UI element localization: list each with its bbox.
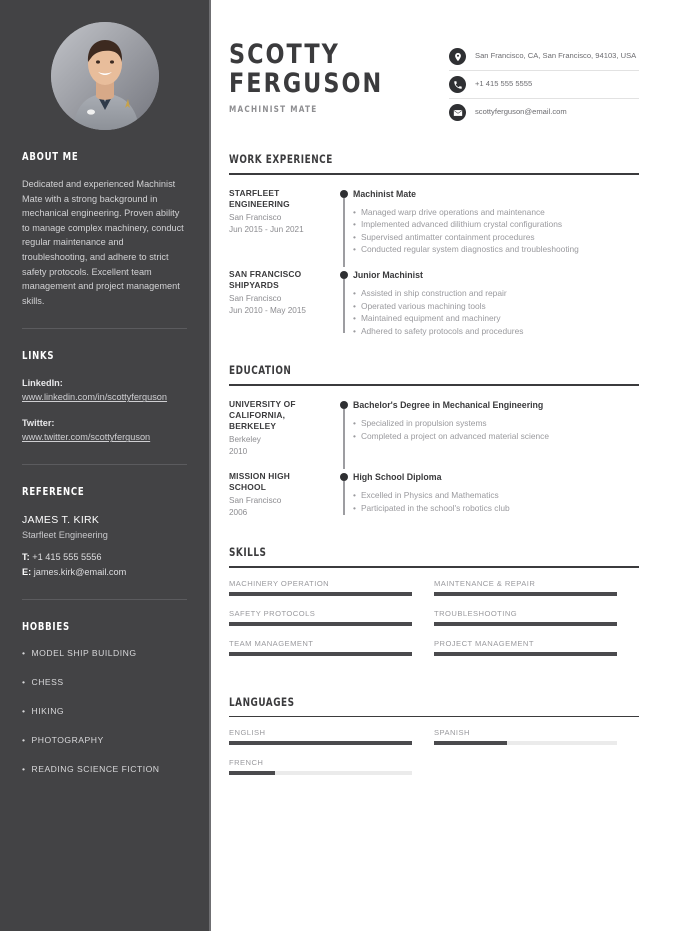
education-section bbox=[229, 363, 639, 519]
language-label: SPANISH bbox=[434, 728, 470, 738]
entry-meta bbox=[229, 269, 337, 337]
bullet-icon: • bbox=[353, 417, 356, 428]
entry-dates: Jun 2015 - Jun 2021 bbox=[229, 224, 304, 234]
entry-title: High School Diploma bbox=[353, 471, 442, 482]
entry-organization: MISSION HIGH SCHOOL bbox=[229, 470, 291, 492]
language-bar-fill bbox=[434, 741, 507, 745]
bullet-text: Adhered to safety protocols and procedures bbox=[360, 325, 524, 336]
entry-location: Berkeley bbox=[229, 434, 261, 444]
skill-label: SAFETY PROTOCOLS bbox=[229, 608, 316, 618]
divider bbox=[229, 384, 639, 386]
link-label: LinkedIn: bbox=[22, 378, 63, 389]
contact-row-phone bbox=[449, 71, 639, 99]
entry-organization: UNIVERSITY OF CALIFORNIA, BERKELEY bbox=[229, 398, 296, 431]
link-url-linkedin[interactable]: www.linkedin.com/in/scottyferguson bbox=[22, 392, 168, 403]
entry-bullets bbox=[353, 206, 639, 256]
work-entry bbox=[229, 188, 639, 256]
language-label: FRENCH bbox=[229, 758, 264, 768]
reference-email-prefix: E: bbox=[22, 566, 32, 577]
timeline-dot-icon bbox=[340, 401, 348, 409]
links-section bbox=[22, 349, 187, 465]
skill-label: TROUBLESHOOTING bbox=[434, 608, 518, 618]
bullet-icon: • bbox=[353, 325, 356, 336]
bullet-icon: • bbox=[22, 677, 26, 688]
entry-organization: STARFLEET ENGINEERING bbox=[229, 187, 290, 209]
bullet-text: Implemented advanced dilithium crystal configurations bbox=[360, 219, 563, 230]
entry-bullets bbox=[353, 287, 639, 337]
list-item bbox=[353, 218, 639, 231]
skill-bar-track bbox=[434, 622, 617, 626]
entry-bullets bbox=[353, 417, 639, 442]
timeline-dot-icon bbox=[340, 190, 348, 198]
entry-location: San Francisco bbox=[229, 495, 282, 505]
divider bbox=[22, 599, 187, 600]
entry-body bbox=[353, 471, 639, 519]
languages-grid bbox=[229, 728, 639, 788]
skill-bar-fill bbox=[229, 652, 412, 656]
skill-label: MAINTENANCE & REPAIR bbox=[434, 578, 536, 588]
bullet-icon: • bbox=[353, 489, 356, 500]
language-item bbox=[229, 758, 434, 775]
language-item bbox=[434, 728, 639, 745]
entry-title: Machinist Mate bbox=[353, 188, 417, 199]
list-item bbox=[353, 243, 639, 256]
skill-bar-fill bbox=[434, 592, 617, 596]
bullet-icon: • bbox=[353, 231, 356, 242]
education-entry bbox=[229, 399, 639, 458]
bullet-icon: • bbox=[22, 764, 26, 775]
reference-contact bbox=[22, 550, 187, 579]
entry-title: Bachelor's Degree in Mechanical Engineering bbox=[353, 399, 544, 410]
skills-grid bbox=[229, 579, 639, 669]
page-title bbox=[229, 40, 383, 98]
contact-phone: +1 415 555 5555 bbox=[475, 79, 533, 89]
skill-bar-track bbox=[229, 592, 412, 596]
sidebar bbox=[0, 0, 211, 931]
divider bbox=[22, 464, 187, 465]
bullet-icon: • bbox=[353, 287, 356, 298]
job-role: MACHINIST MATE bbox=[229, 105, 318, 115]
contact-email: scottyferguson@email.com bbox=[475, 107, 567, 117]
reference-section bbox=[22, 485, 187, 600]
entry-bullets bbox=[353, 489, 639, 514]
list-item bbox=[353, 287, 639, 300]
skill-bar-fill bbox=[434, 622, 617, 626]
bullet-icon: • bbox=[353, 244, 356, 255]
link-item-linkedin bbox=[22, 376, 187, 404]
list-item bbox=[353, 325, 639, 338]
reference-phone-prefix: T: bbox=[22, 552, 30, 563]
hobby-label: PHOTOGRAPHY bbox=[31, 735, 104, 746]
timeline-dot-icon bbox=[340, 473, 348, 481]
avatar-container bbox=[22, 0, 187, 130]
list-item bbox=[22, 734, 187, 747]
skill-item bbox=[229, 639, 434, 656]
divider bbox=[22, 328, 187, 329]
bullet-text: Maintained equipment and machinery bbox=[360, 313, 501, 324]
envelope-icon bbox=[449, 104, 466, 121]
skill-bar-fill bbox=[434, 652, 617, 656]
reference-name: JAMES T. KIRK bbox=[22, 514, 100, 527]
timeline bbox=[337, 188, 353, 256]
entry-meta bbox=[229, 188, 337, 256]
bullet-icon: • bbox=[353, 300, 356, 311]
entry-body bbox=[353, 399, 639, 458]
entry-organization: SAN FRANCISCO SHIPYARDS bbox=[229, 268, 302, 290]
language-bar-track bbox=[229, 771, 412, 775]
timeline-line bbox=[343, 409, 344, 469]
name-block bbox=[229, 40, 397, 115]
skill-item bbox=[434, 579, 639, 596]
bullet-icon: • bbox=[353, 206, 356, 217]
contact-row-email bbox=[449, 99, 639, 126]
skills-section bbox=[229, 545, 639, 669]
hobbies-heading: HOBBIES bbox=[22, 620, 70, 634]
bullet-icon: • bbox=[22, 648, 26, 659]
entry-dates: Jun 2010 - May 2015 bbox=[229, 305, 306, 315]
skill-bar-track bbox=[229, 652, 412, 656]
bullet-icon: • bbox=[353, 502, 356, 513]
list-item bbox=[353, 300, 639, 313]
bullet-icon: • bbox=[22, 706, 26, 717]
education-entry bbox=[229, 471, 639, 519]
bullet-text: Conducted regular system diagnostics and troubleshooting bbox=[360, 244, 579, 255]
link-item-twitter bbox=[22, 416, 187, 444]
hobby-label: HIKING bbox=[31, 706, 65, 717]
list-item bbox=[353, 206, 639, 219]
skill-bar-fill bbox=[229, 592, 412, 596]
bullet-text: Completed a project on advanced material science bbox=[360, 430, 550, 441]
timeline bbox=[337, 399, 353, 458]
bullet-text: Specialized in propulsion systems bbox=[360, 417, 487, 428]
hobby-label: MODEL SHIP BUILDING bbox=[31, 648, 137, 659]
reference-organization: Starfleet Engineering bbox=[22, 530, 108, 541]
bullet-text: Operated various machining tools bbox=[360, 300, 486, 311]
language-label: ENGLISH bbox=[229, 728, 266, 738]
about-section bbox=[22, 150, 187, 329]
list-item bbox=[22, 676, 187, 689]
skill-label: PROJECT MANAGEMENT bbox=[434, 638, 534, 648]
skill-item bbox=[434, 639, 639, 656]
skill-label: TEAM MANAGEMENT bbox=[229, 638, 314, 648]
link-label: Twitter: bbox=[22, 418, 55, 429]
list-item bbox=[353, 312, 639, 325]
section-heading-languages: LANGUAGES bbox=[229, 694, 295, 709]
list-item bbox=[22, 647, 187, 660]
hobby-label: READING SCIENCE FICTION bbox=[31, 764, 160, 775]
entry-dates: 2010 bbox=[229, 446, 248, 456]
bullet-text: Excelled in Physics and Mathematics bbox=[360, 489, 499, 500]
bullet-icon: • bbox=[353, 219, 356, 230]
hobby-label: CHESS bbox=[31, 677, 64, 688]
main-content bbox=[211, 0, 675, 931]
bullet-text: Assisted in ship construction and repair bbox=[360, 287, 507, 298]
work-entry bbox=[229, 269, 639, 337]
skill-item bbox=[434, 609, 639, 626]
bullet-text: Supervised antimatter containment procedures bbox=[360, 231, 535, 242]
bullet-text: Managed warp drive operations and maintenance bbox=[360, 206, 545, 217]
entry-title: Junior Machinist bbox=[353, 269, 423, 280]
language-bar-track bbox=[434, 741, 617, 745]
skill-bar-track bbox=[229, 622, 412, 626]
bullet-icon: • bbox=[22, 735, 26, 746]
language-bar-fill bbox=[229, 771, 275, 775]
about-text: Dedicated and experienced Machinist Mate with a strong background in mechanical engineering. Proven ability to manage complex machinery, conduct regular maintenance and troubleshooting, and adhere to strict safety protocols. Excellent team management and project management skills. bbox=[22, 179, 184, 306]
languages-section bbox=[229, 695, 639, 789]
section-heading-education: EDUCATION bbox=[229, 363, 292, 378]
list-item bbox=[22, 705, 187, 718]
timeline-dot-icon bbox=[340, 271, 348, 279]
timeline bbox=[337, 269, 353, 337]
phone-icon bbox=[449, 76, 466, 93]
skill-bar-fill bbox=[229, 622, 412, 626]
reference-phone: +1 415 555 5556 bbox=[32, 552, 102, 563]
hobbies-section bbox=[22, 620, 187, 776]
about-heading: ABOUT ME bbox=[22, 150, 79, 163]
list-item bbox=[22, 763, 187, 776]
reference-email-row bbox=[22, 565, 187, 580]
contact-address: San Francisco, CA, San Francisco, 94103, USA bbox=[475, 51, 637, 61]
reference-phone-row bbox=[22, 550, 187, 565]
first-name: SCOTTY bbox=[229, 39, 340, 70]
bullet-text: Participated in the school's robotics club bbox=[360, 502, 510, 513]
language-bar-fill bbox=[229, 741, 412, 745]
avatar bbox=[51, 22, 159, 130]
bullet-icon: • bbox=[353, 430, 356, 441]
timeline-line bbox=[343, 481, 344, 515]
entry-dates: 2006 bbox=[229, 507, 248, 517]
last-name: FERGUSON bbox=[229, 68, 384, 99]
skill-item bbox=[229, 609, 434, 626]
divider bbox=[229, 716, 639, 718]
links-heading: LINKS bbox=[22, 349, 55, 363]
timeline-line bbox=[343, 279, 344, 333]
divider bbox=[229, 566, 639, 568]
header bbox=[229, 40, 639, 126]
location-pin-icon bbox=[449, 48, 466, 65]
list-item bbox=[353, 430, 639, 443]
skill-label: MACHINERY OPERATION bbox=[229, 578, 330, 588]
divider bbox=[229, 173, 639, 175]
section-heading-skills: SKILLS bbox=[229, 544, 267, 559]
link-url-twitter[interactable]: www.twitter.com/scottyferguson bbox=[22, 432, 151, 443]
entry-meta bbox=[229, 471, 337, 519]
skill-bar-track bbox=[434, 592, 617, 596]
bullet-icon: • bbox=[353, 313, 356, 324]
skill-item bbox=[229, 579, 434, 596]
section-heading-work: WORK EXPERIENCE bbox=[229, 152, 333, 166]
contact-row-address bbox=[449, 43, 639, 71]
entry-body bbox=[353, 188, 639, 256]
list-item bbox=[353, 502, 639, 515]
hobbies-list bbox=[22, 647, 187, 776]
entry-location: San Francisco bbox=[229, 212, 282, 222]
timeline-line bbox=[343, 198, 344, 267]
list-item bbox=[353, 417, 639, 430]
work-experience-section bbox=[229, 152, 639, 337]
reference-heading: REFERENCE bbox=[22, 485, 85, 499]
list-item bbox=[353, 489, 639, 502]
language-item bbox=[229, 728, 434, 745]
list-item bbox=[353, 231, 639, 244]
reference-email: james.kirk@email.com bbox=[33, 566, 127, 577]
timeline bbox=[337, 471, 353, 519]
entry-meta bbox=[229, 399, 337, 458]
entry-location: San Francisco bbox=[229, 293, 282, 303]
language-bar-track bbox=[229, 741, 412, 745]
contact-list bbox=[449, 43, 639, 126]
entry-body bbox=[353, 269, 639, 337]
skill-bar-track bbox=[434, 652, 617, 656]
portrait-photo-icon bbox=[51, 22, 159, 130]
